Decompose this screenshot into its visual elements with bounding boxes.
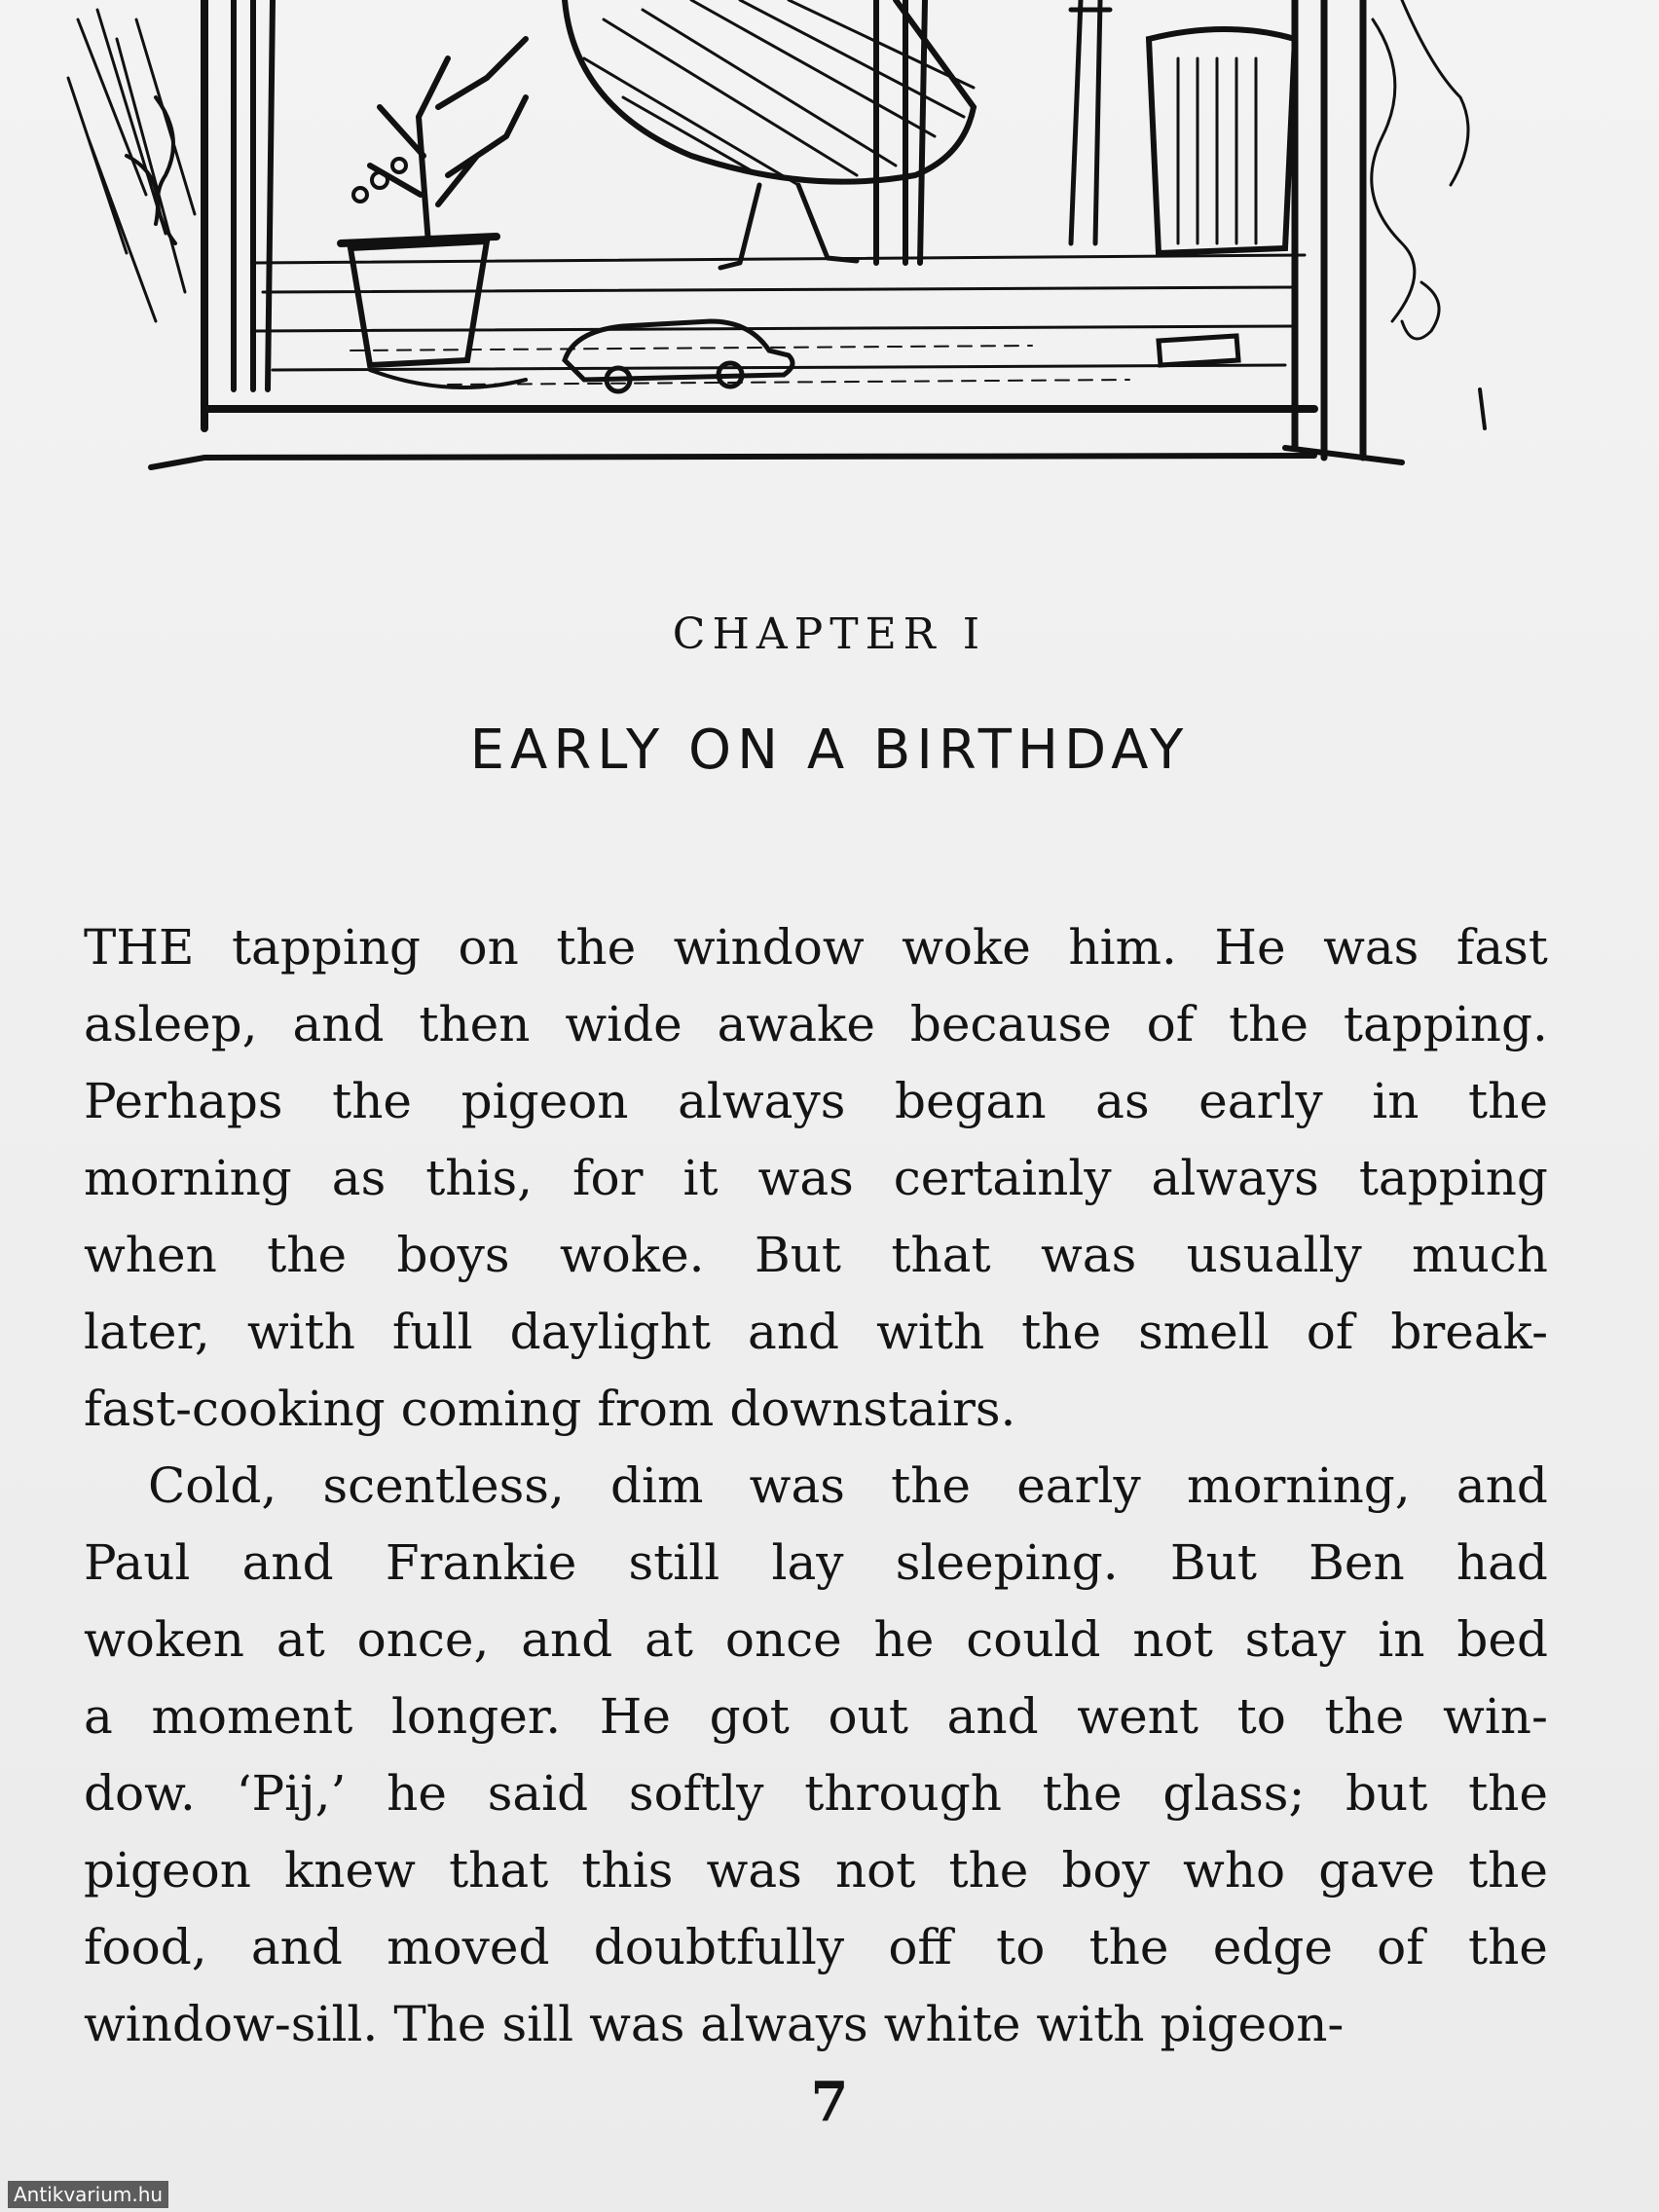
word: early bbox=[1016, 1457, 1141, 1514]
word: But bbox=[1169, 1534, 1257, 1591]
text-line bbox=[84, 1755, 1548, 1832]
word: knew bbox=[284, 1842, 416, 1899]
text-line bbox=[84, 986, 1548, 1063]
word: was bbox=[706, 1842, 802, 1899]
text-line bbox=[84, 1602, 1548, 1678]
word: had bbox=[1456, 1534, 1548, 1591]
word: was bbox=[589, 1996, 685, 2052]
word: because bbox=[909, 996, 1112, 1052]
word: off bbox=[888, 1919, 952, 1975]
word: through bbox=[804, 1765, 1002, 1822]
word: in bbox=[1378, 1611, 1425, 1668]
word: downstairs. bbox=[729, 1381, 1016, 1437]
word: Paul bbox=[84, 1534, 191, 1591]
word: woke. bbox=[559, 1227, 705, 1283]
word: fast-cooking bbox=[84, 1381, 386, 1437]
word: smell bbox=[1138, 1304, 1270, 1360]
text-line bbox=[84, 1217, 1548, 1294]
word: once bbox=[724, 1611, 842, 1668]
word: sleeping. bbox=[895, 1534, 1119, 1591]
word: the bbox=[1324, 1688, 1405, 1745]
watermark: Antikvarium.hu bbox=[8, 2181, 168, 2208]
word: pigeon- bbox=[1160, 1996, 1345, 2052]
word: pigeon bbox=[461, 1073, 629, 1129]
word: white bbox=[883, 1996, 1021, 2052]
word: win- bbox=[1443, 1688, 1548, 1745]
word: ‘Pij,’ bbox=[236, 1765, 347, 1822]
word: full bbox=[391, 1304, 473, 1360]
word: him. bbox=[1068, 919, 1177, 976]
word: he bbox=[873, 1611, 935, 1668]
word: gave bbox=[1318, 1842, 1435, 1899]
word: asleep, bbox=[84, 996, 258, 1052]
word: the bbox=[1042, 1765, 1123, 1822]
word: to bbox=[996, 1919, 1046, 1975]
word: daylight bbox=[509, 1304, 711, 1360]
word: tapping bbox=[231, 919, 422, 976]
word: longer. bbox=[390, 1688, 562, 1745]
word: woken bbox=[84, 1611, 244, 1668]
word: with bbox=[246, 1304, 355, 1360]
word: early bbox=[1198, 1073, 1323, 1129]
word: woke bbox=[902, 919, 1031, 976]
word: He bbox=[599, 1688, 671, 1745]
word: THE bbox=[84, 919, 195, 976]
word: but bbox=[1346, 1765, 1428, 1822]
text-line bbox=[84, 1371, 1548, 1448]
word: on bbox=[458, 919, 519, 976]
word: certainly bbox=[893, 1150, 1112, 1206]
word: not bbox=[1132, 1611, 1213, 1668]
word: to bbox=[1236, 1688, 1286, 1745]
word: always bbox=[1151, 1150, 1319, 1206]
word: stay bbox=[1244, 1611, 1346, 1668]
word: the bbox=[1468, 1073, 1548, 1129]
word: he bbox=[387, 1765, 447, 1822]
word: out bbox=[828, 1688, 908, 1745]
word: was bbox=[1323, 919, 1419, 976]
word: with bbox=[1036, 1996, 1145, 2052]
word: and bbox=[250, 1919, 343, 1975]
word: could bbox=[966, 1611, 1101, 1668]
word: edge bbox=[1212, 1919, 1333, 1975]
text-line bbox=[84, 1448, 1548, 1525]
word: glass; bbox=[1162, 1765, 1306, 1822]
word: window bbox=[673, 919, 865, 976]
word: when bbox=[84, 1227, 217, 1283]
word: and bbox=[521, 1611, 613, 1668]
word: break- bbox=[1390, 1304, 1548, 1360]
word: the bbox=[891, 1457, 972, 1514]
word: it bbox=[682, 1150, 719, 1206]
word: Frankie bbox=[385, 1534, 577, 1591]
word: from bbox=[597, 1381, 715, 1437]
word: much bbox=[1412, 1227, 1548, 1283]
word: Ben bbox=[1309, 1534, 1405, 1591]
word: and bbox=[946, 1688, 1039, 1745]
word: at bbox=[276, 1611, 325, 1668]
word: But bbox=[754, 1227, 841, 1283]
word: then bbox=[419, 996, 531, 1052]
word: usually bbox=[1186, 1227, 1362, 1283]
word: of bbox=[1146, 996, 1195, 1052]
word: this, bbox=[425, 1150, 534, 1206]
word: food, bbox=[84, 1919, 207, 1975]
word: Cold, bbox=[148, 1457, 277, 1514]
word: the bbox=[1229, 996, 1309, 1052]
text-line bbox=[84, 1294, 1548, 1371]
chapter-title: EARLY ON A BIRTHDAY bbox=[469, 719, 1190, 782]
word: the bbox=[1021, 1304, 1102, 1360]
word: of bbox=[1377, 1919, 1424, 1975]
word: the bbox=[332, 1073, 413, 1129]
word: always bbox=[678, 1073, 846, 1129]
word: The bbox=[393, 1996, 487, 2052]
word: dim bbox=[610, 1457, 704, 1514]
word: that bbox=[891, 1227, 991, 1283]
window-illustration bbox=[58, 0, 1519, 487]
word: He bbox=[1214, 919, 1286, 976]
word: moment bbox=[151, 1688, 353, 1745]
word: sill bbox=[501, 1996, 574, 2052]
word: once, bbox=[356, 1611, 490, 1668]
text-line bbox=[84, 1678, 1548, 1755]
word: a bbox=[84, 1688, 113, 1745]
word: still bbox=[628, 1534, 720, 1591]
word: of bbox=[1306, 1304, 1354, 1360]
word: the bbox=[1088, 1919, 1169, 1975]
word: boy bbox=[1061, 1842, 1150, 1899]
word: was bbox=[749, 1457, 845, 1514]
text-line bbox=[84, 1063, 1548, 1140]
word: the bbox=[556, 919, 637, 976]
word: with bbox=[876, 1304, 985, 1360]
word: as bbox=[331, 1150, 387, 1206]
word: always bbox=[700, 1996, 868, 2052]
word: who bbox=[1183, 1842, 1286, 1899]
word: tapping. bbox=[1343, 996, 1548, 1052]
word: moved bbox=[387, 1919, 550, 1975]
word: was bbox=[757, 1150, 854, 1206]
word: boys bbox=[396, 1227, 510, 1283]
word: said bbox=[487, 1765, 589, 1822]
word: in bbox=[1372, 1073, 1419, 1129]
word: and bbox=[292, 996, 385, 1052]
word: Perhaps bbox=[84, 1073, 283, 1129]
word: tapping bbox=[1358, 1150, 1548, 1206]
text-line bbox=[84, 1140, 1548, 1217]
word: window-sill. bbox=[84, 1996, 379, 2052]
word: coming bbox=[400, 1381, 582, 1437]
text-line bbox=[84, 1832, 1548, 1909]
word: the bbox=[1468, 1919, 1548, 1975]
word: morning, bbox=[1186, 1457, 1411, 1514]
text-line bbox=[84, 1986, 1548, 2063]
word: morning bbox=[84, 1150, 292, 1206]
text-line bbox=[84, 1525, 1548, 1602]
word: was bbox=[1040, 1227, 1137, 1283]
chapter-label: CHAPTER I bbox=[672, 609, 987, 659]
word: this bbox=[581, 1842, 674, 1899]
word: not bbox=[834, 1842, 916, 1899]
word: scentless, bbox=[322, 1457, 565, 1514]
word: bed bbox=[1456, 1611, 1548, 1668]
word: lay bbox=[771, 1534, 844, 1591]
word: began bbox=[894, 1073, 1047, 1129]
word: got bbox=[709, 1688, 790, 1745]
page-number: 7 bbox=[810, 2070, 849, 2134]
word: the bbox=[1468, 1842, 1548, 1899]
word: and bbox=[1456, 1457, 1548, 1514]
word: for bbox=[572, 1150, 644, 1206]
word: at bbox=[645, 1611, 694, 1668]
word: dow. bbox=[84, 1765, 196, 1822]
word: and bbox=[241, 1534, 334, 1591]
word: fast bbox=[1456, 919, 1548, 976]
body-text bbox=[84, 909, 1548, 2063]
word: went bbox=[1077, 1688, 1198, 1745]
text-line bbox=[84, 909, 1548, 986]
word: wide bbox=[565, 996, 682, 1052]
word: and bbox=[748, 1304, 840, 1360]
word: doubtfully bbox=[593, 1919, 845, 1975]
text-line bbox=[84, 1909, 1548, 1986]
word: as bbox=[1095, 1073, 1150, 1129]
word: the bbox=[1468, 1765, 1548, 1822]
word: the bbox=[948, 1842, 1029, 1899]
word: softly bbox=[628, 1765, 764, 1822]
word: that bbox=[449, 1842, 549, 1899]
word: pigeon bbox=[84, 1842, 251, 1899]
word: later, bbox=[84, 1304, 210, 1360]
word: the bbox=[267, 1227, 348, 1283]
word: awake bbox=[717, 996, 875, 1052]
